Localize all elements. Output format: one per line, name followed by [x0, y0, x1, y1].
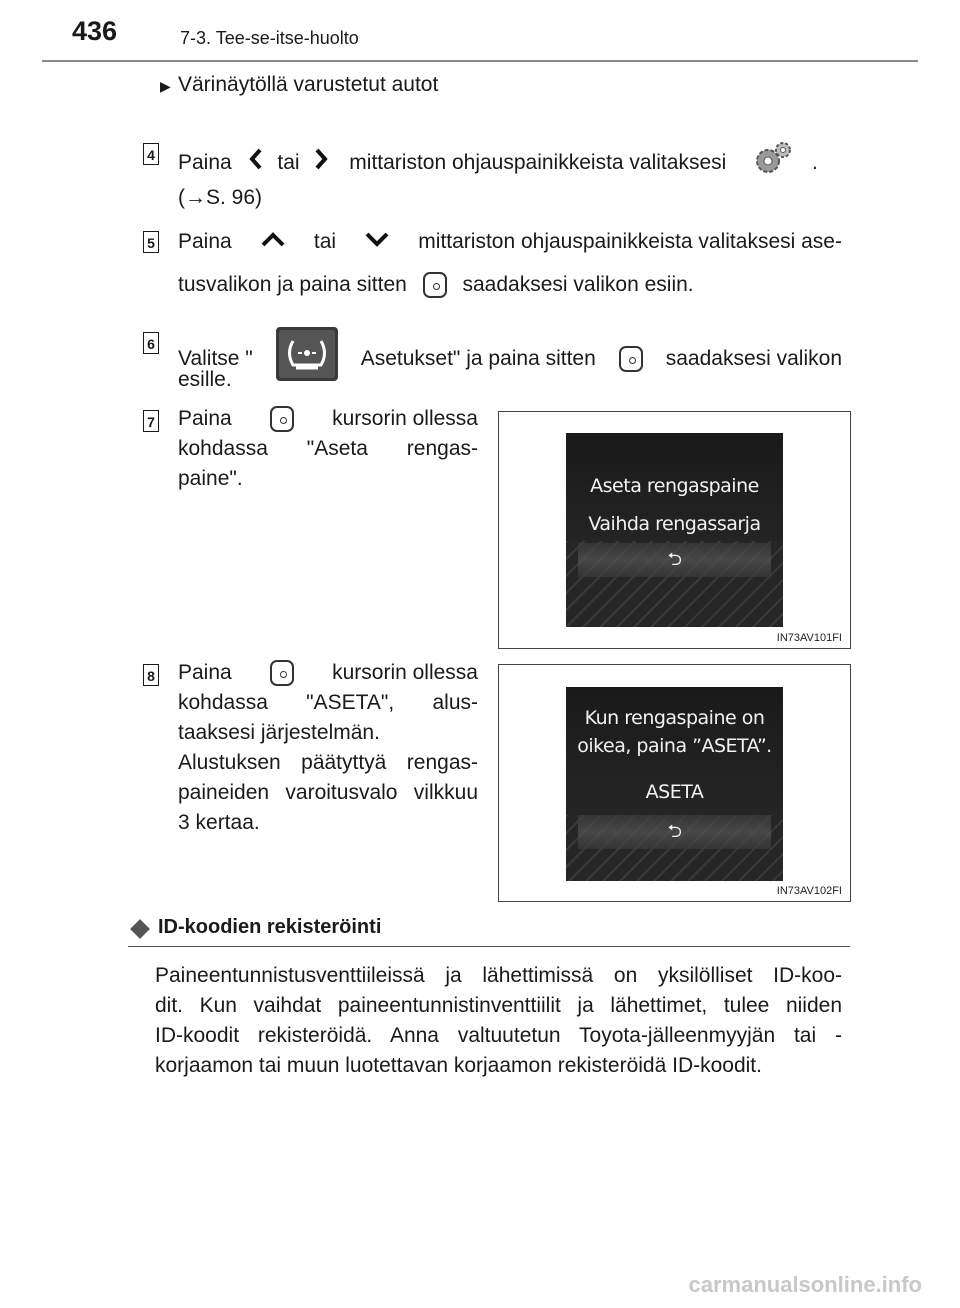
chevron-right-icon: [313, 147, 329, 180]
aseta-option: ASETA: [645, 781, 704, 803]
step-8-line-5: paineiden varoitusvalo vilkkuu: [178, 781, 478, 804]
step-7-line-3: paine".: [178, 467, 243, 490]
display-screen: [566, 433, 783, 627]
triangle-bullet-icon: ▶: [160, 78, 171, 94]
step-text: saadaksesi valikon: [665, 346, 842, 370]
step-text: Paina: [178, 407, 232, 430]
step-text: mittariston ohjauspainikkeista valitaksesi ase-: [418, 230, 842, 253]
step-text: kursorin ollessa: [332, 407, 478, 430]
diamond-bullet-icon: [130, 919, 150, 939]
back-icon: ⮌: [667, 549, 682, 570]
chevron-left-icon: [248, 147, 264, 180]
chevron-up-icon: [260, 227, 286, 257]
watermark: carmanualsonline.info: [688, 1272, 922, 1297]
step-text: kursorin ollessa: [332, 661, 478, 684]
id-paragraph-line-4: korjaamon tai muun luotettavan korjaamon rekisteröidä ID-koodit.: [155, 1054, 762, 1077]
step-text: Asetukset" ja paina sitten: [360, 346, 596, 370]
settings-gear-icon: [750, 139, 796, 188]
step-text: .: [811, 151, 818, 175]
id-paragraph-line-2: dit. Kun vaihdat paineentunnistinventtiilit ja lähettimet, tulee niiden: [155, 994, 842, 1017]
section-title: 7-3. Tee-se-itse-huolto: [180, 28, 359, 48]
id-paragraph-line-1: Paineentunnistusventtiileissä ja lähettimissä on yksilölliset ID-koo-: [155, 964, 842, 987]
step-text: Paina: [178, 151, 232, 175]
step-text: tai: [313, 230, 337, 253]
chevron-down-icon: [364, 227, 390, 257]
display-screen: [566, 687, 783, 881]
step-8-line-4: Alustuksen päätyttyä rengas-: [178, 751, 478, 774]
header-divider: [42, 60, 918, 62]
enter-button-icon: [619, 346, 643, 372]
step-8-line-3: taaksesi järjestelmän.: [178, 721, 380, 744]
figure-code: IN73AV102FI: [776, 885, 842, 897]
step-5-line-1: [178, 227, 842, 257]
page-number: 436: [72, 16, 118, 46]
step-text: tai: [277, 151, 300, 175]
subheading-divider: [128, 946, 850, 947]
enter-button-icon: [270, 660, 294, 686]
step-4-line-1: [178, 139, 838, 188]
step-text: mittariston ohjauspainikkeista valitaksesi: [349, 151, 727, 175]
step-number: 7: [143, 410, 159, 432]
id-section-heading: ID-koodien rekisteröinti: [158, 916, 382, 938]
message-line-1: Kun rengaspaine on: [584, 707, 765, 729]
step-number: 5: [143, 231, 159, 253]
step-text: Valitse ": [178, 346, 253, 370]
message-line-2: oikea, paina ”ASETA”.: [577, 735, 772, 757]
step-8-line-6: 3 kertaa.: [178, 811, 260, 834]
enter-button-icon: [423, 272, 447, 298]
step-number: 4: [143, 143, 159, 165]
figure-tire-pressure-menu: [498, 411, 851, 649]
figure-aseta-confirm: [498, 664, 851, 902]
step-6-line-2: esille.: [178, 368, 232, 391]
bullet-heading: Värinäytöllä varustetut autot: [178, 73, 439, 96]
step-text: saadaksesi valikon esiin.: [462, 273, 694, 296]
back-icon: ⮌: [667, 821, 682, 842]
step-number: 8: [143, 664, 159, 686]
step-8-line-1: [178, 658, 478, 688]
enter-button-icon: [270, 406, 294, 432]
step-4-line-2: (→S. 96): [178, 186, 263, 209]
step-text: Paina: [178, 230, 232, 253]
step-7-line-2: kohdassa "Aseta rengas-: [178, 437, 478, 460]
id-paragraph-line-3: ID-koodit rekisteröidä. Anna valtuutetun Toyota-jälleenmyyjän tai -: [155, 1024, 842, 1047]
step-number: 6: [143, 332, 159, 354]
step-text: Paina: [178, 661, 232, 684]
step-6-line-1: [178, 327, 842, 390]
menu-item-aseta-rengaspaine: Aseta rengaspaine: [590, 475, 759, 497]
step-5-line-2: [178, 270, 694, 300]
step-8-line-2: kohdassa "ASETA", alus-: [178, 691, 478, 714]
tire-pressure-settings-icon: [276, 327, 338, 390]
menu-item-vaihda-rengassarja: Vaihda rengassarja: [588, 513, 761, 535]
figure-code: IN73AV101FI: [776, 632, 842, 644]
step-7-line-1: [178, 404, 478, 434]
step-text: tusvalikon ja paina sitten: [178, 273, 407, 296]
